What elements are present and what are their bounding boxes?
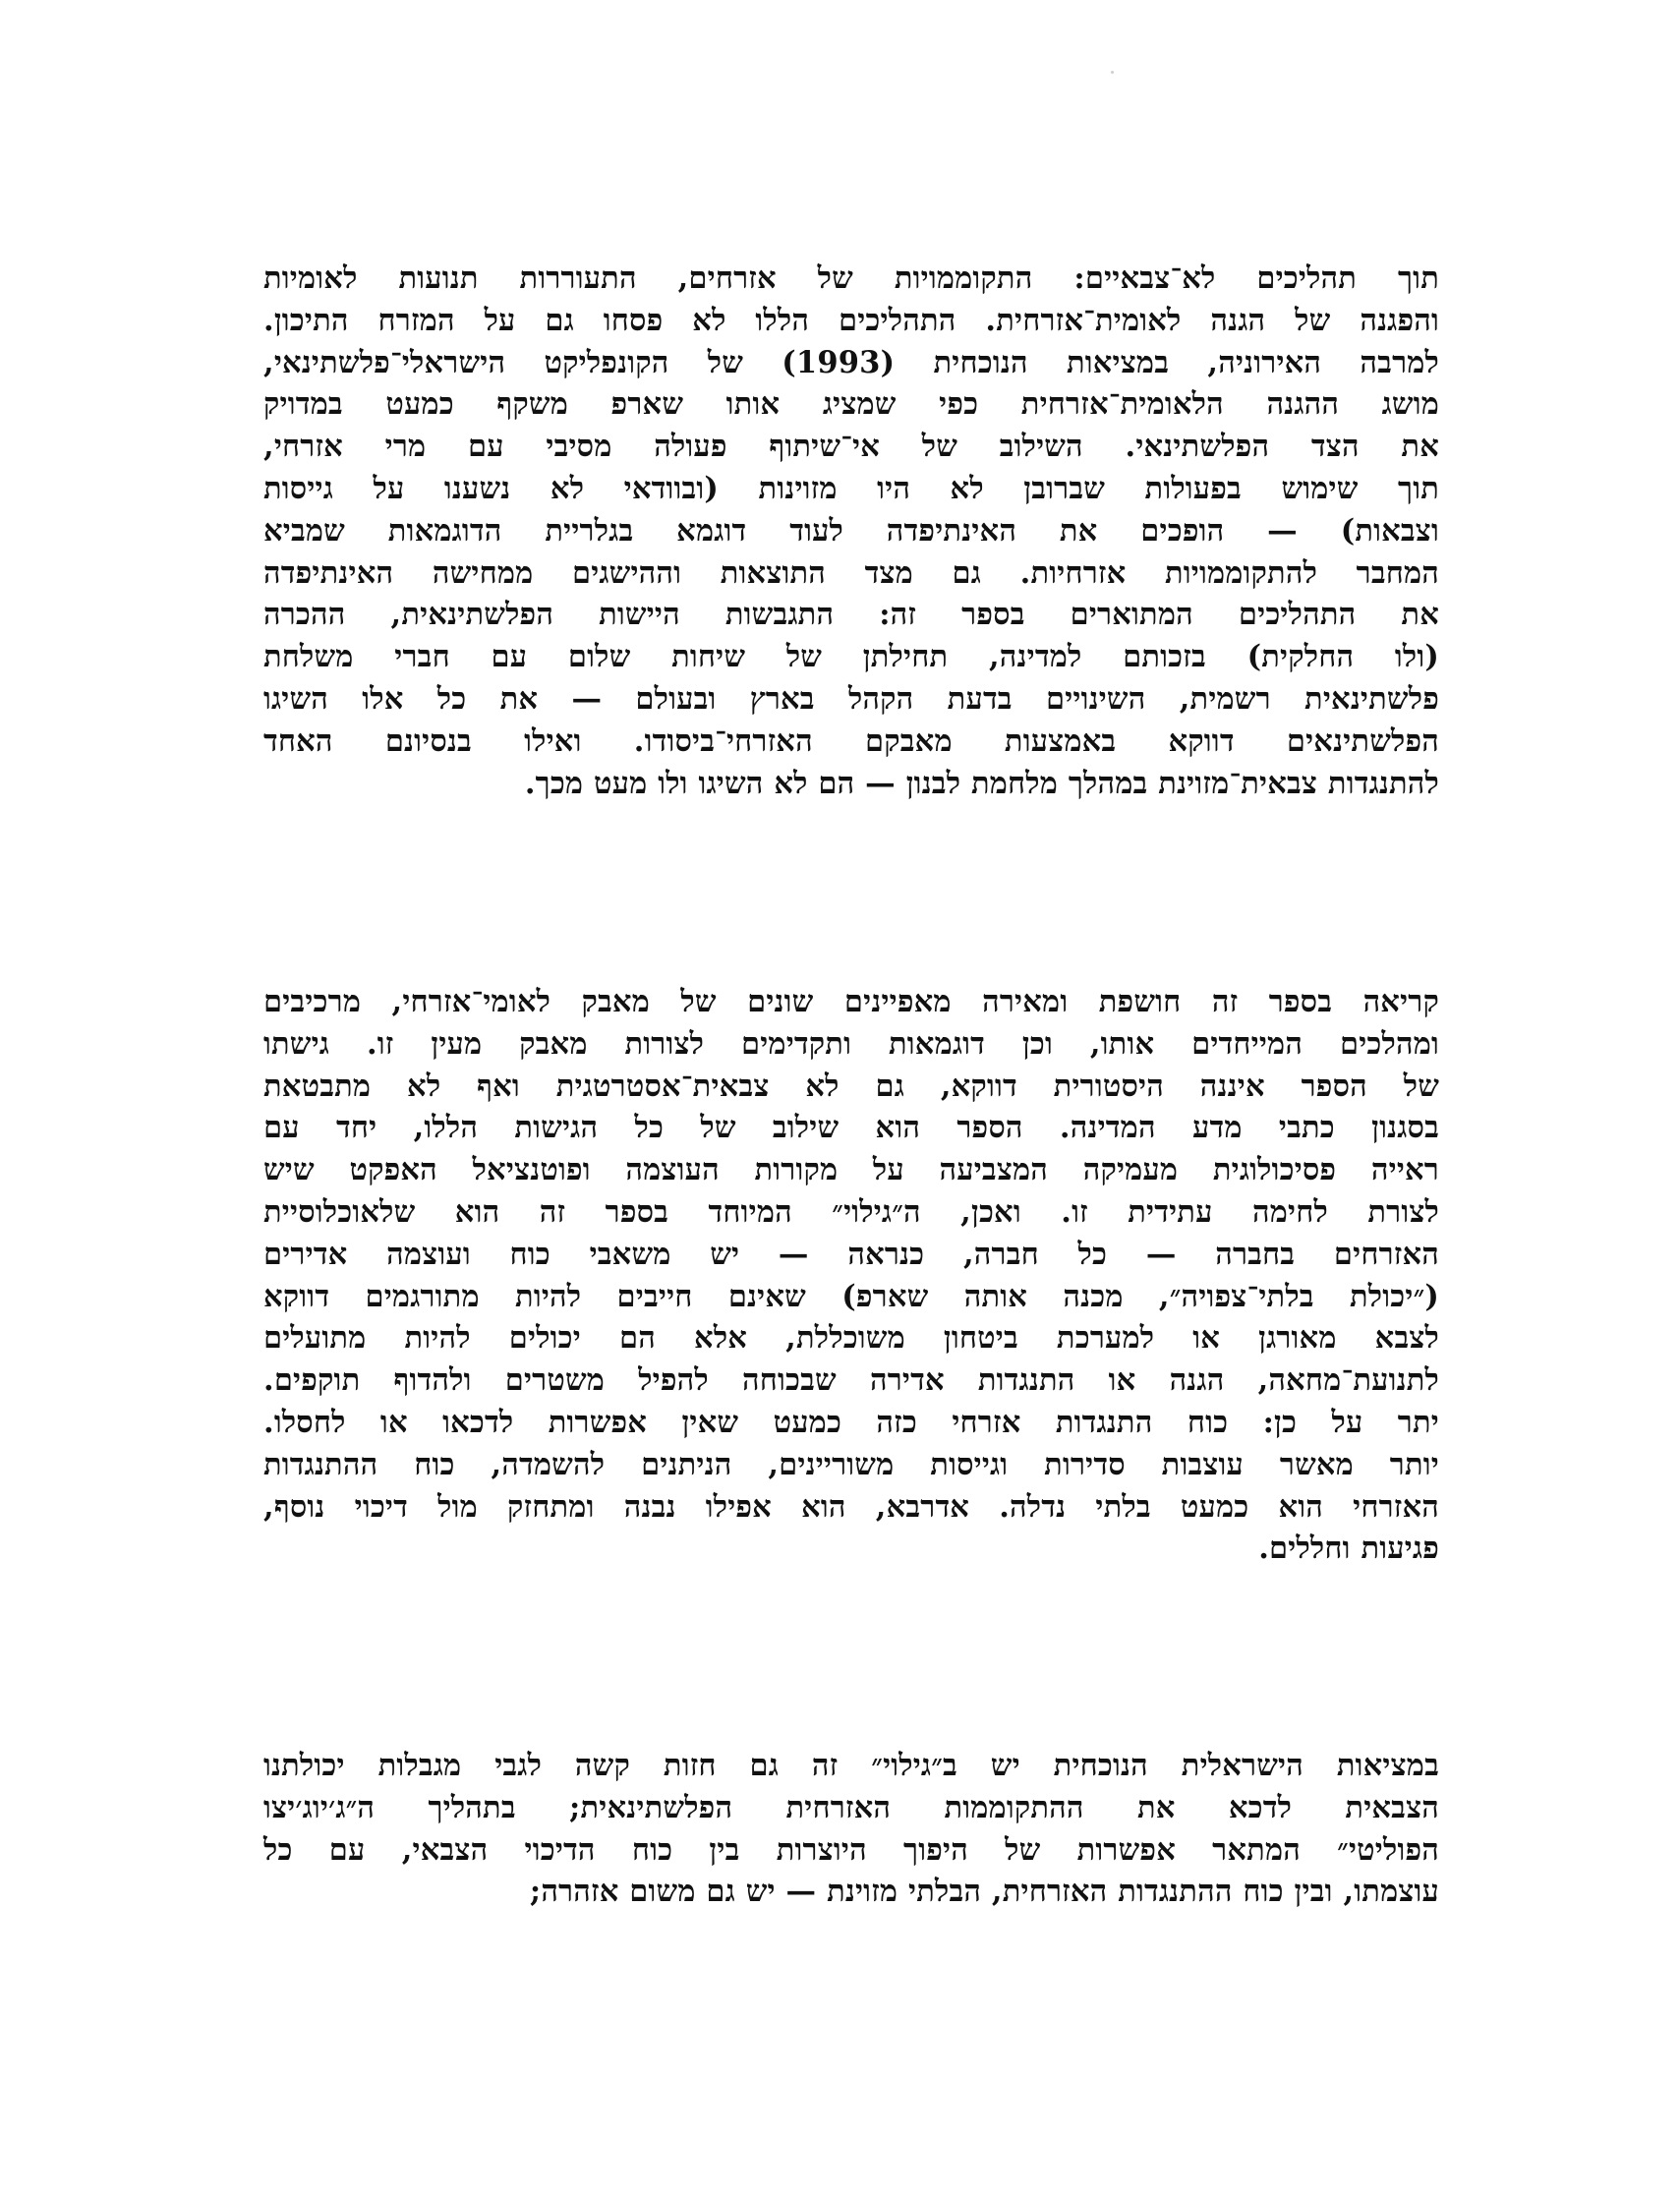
text-line: הצבאית לדכא את ההתקוממות האזרחית הפלשתינאית; בתהליך ה״ג׳יוג׳יצו — [263, 1789, 1439, 1825]
text-line: במציאות הישראלית הנוכחית יש ב״גילוי״ זה גם חזות קשה לגבי מגבלות יכולתנו — [263, 1748, 1439, 1783]
text-line: פגיעות וחללים. — [1258, 1531, 1439, 1567]
text-line: המחבר להתקוממויות אזרחיות. גם מצד התוצאות וההישגים ממחישה האינתיפדה — [263, 554, 1439, 591]
text-line: וצבאות) — הופכים את האינתיפדה לעוד דוגמא בגלריית הדוגמאות שמביא — [263, 512, 1439, 549]
text-line: יותר מאשר עוצבות סדירות וגייסות משוריינים, הניתנים להשמדה, כוח ההתנגדות — [263, 1446, 1439, 1482]
text-line: את התהליכים המתוארים בספר זה: התגבשות היישות הפלשתינאית, ההכרה — [263, 597, 1439, 633]
text-line: קריאה בספר זה חושפת ומאירה מאפיינים שונים של מאבק לאומי־אזרחי, מרכיבים — [263, 984, 1439, 1019]
text-line: עוצמתו, ובין כוח ההתנגדות האזרחית, הבלתי מזוינת — יש גם משום אזהרה; — [529, 1874, 1439, 1910]
text-line: ומהלכים המייחדים אותו, וכן דוגמאות ותקדימים לצורות מאבק מעין זו. גישתו — [263, 1025, 1439, 1062]
text-line: תוך שימוש בפעולות שברובן לא היו מזוינות (ובוודאי לא נשענו על גייסות — [263, 470, 1439, 506]
text-line: למרבה האירוניה, במציאות הנוכחית (1993) של הקונפליקט הישראלי־פלשתינאי, — [263, 344, 1439, 380]
text-line: בסגנון כתבי מדע המדינה. הספר הוא שילוב של כל הגישות הללו, יחד עם — [263, 1110, 1439, 1146]
text-line: להתנגדות צבאית־מזוינת במהלך מלחמת לבנון — הם לא השיגו ולו מעט מכך. — [524, 765, 1439, 801]
text-line: ראייה פסיכולוגית מעמיקה המצביעה על מקורות העוצמה ופוטנציאל האפקט שיש — [263, 1152, 1439, 1188]
paragraph — [263, 258, 1439, 804]
text-line: תוך תהליכים לא־צבאיים: התקוממויות של אזרחים, התעוררות תנועות לאומיות — [263, 260, 1439, 296]
text-line: של הספר איננה היסטורית דווקא, גם לא צבאית־אסטרטגית ואף לא מתבטאת — [263, 1068, 1439, 1104]
text-line: לצבא מאורגן או למערכת ביטחון משוכללת, אלא הם יכולים להיות מתועלים — [263, 1320, 1439, 1357]
text-line: את הצד הפלשתינאי. השילוב של אי־שיתוף פעולה מסיבי עם מרי אזרחי, — [263, 429, 1439, 465]
text-line: הפלשתינאים דווקא באמצעות מאבקם האזרחי־ביסודו. ואילו בנסיונם האחד — [263, 722, 1439, 759]
text-line: לתנועת־מחאה, הגנה או התנגדות אדירה שבכוחה להפיל משטרים ולהדוף תוקפים. — [263, 1362, 1439, 1399]
text-line: לצורת לחימה עתידית זו. ואכן, ה״גילוי״ המיוחד בספר זה הוא שלאוכלוסיית — [263, 1193, 1439, 1230]
text-line: יתר על כן: כוח התנגדות אזרחי כזה כמעט שאין אפשרות לדכאו או לחסלו. — [263, 1404, 1439, 1440]
text-line: פלשתינאית רשמית, השינויים בדעת הקהל בארץ ובעולם — את כל אלו השיגו — [263, 680, 1439, 717]
text-line: (״יכולת בלתי־צפויה״, מכנה אותה שארפ) שאינם חייבים להיות מתורגמים דווקא — [263, 1278, 1439, 1314]
text-line: האזרחי הוא כמעט בלתי נדלה. אדרבא, הוא אפילו נבנה ומתחזק מול דיכוי נוסף, — [263, 1488, 1439, 1525]
paragraph — [263, 1745, 1439, 1913]
paragraph — [263, 981, 1439, 1570]
text-line: הפוליטי״ המתאר אפשרות של היפוך היוצרות בין כוח הדיכוי הצבאי, עם כל — [263, 1831, 1439, 1868]
scan-speck — [1111, 71, 1114, 74]
text-line: מושג ההגנה הלאומית־אזרחית כפי שמציג אותו שארפ משקף כמעט במדויק — [263, 386, 1439, 423]
text-line: (ולו החלקית) בזכותם למדינה, תחילתן של שיחות שלום עם חברי משלחת — [263, 639, 1439, 675]
text-line: והפגנה של הגנה לאומית־אזרחית. התהליכים הללו לא פסחו גם על המזרח התיכון. — [263, 302, 1439, 338]
text-line: האזרחים בחברה — כל חברה, כנראה — יש משאבי כוח ועוצמה אדירים — [263, 1236, 1439, 1272]
